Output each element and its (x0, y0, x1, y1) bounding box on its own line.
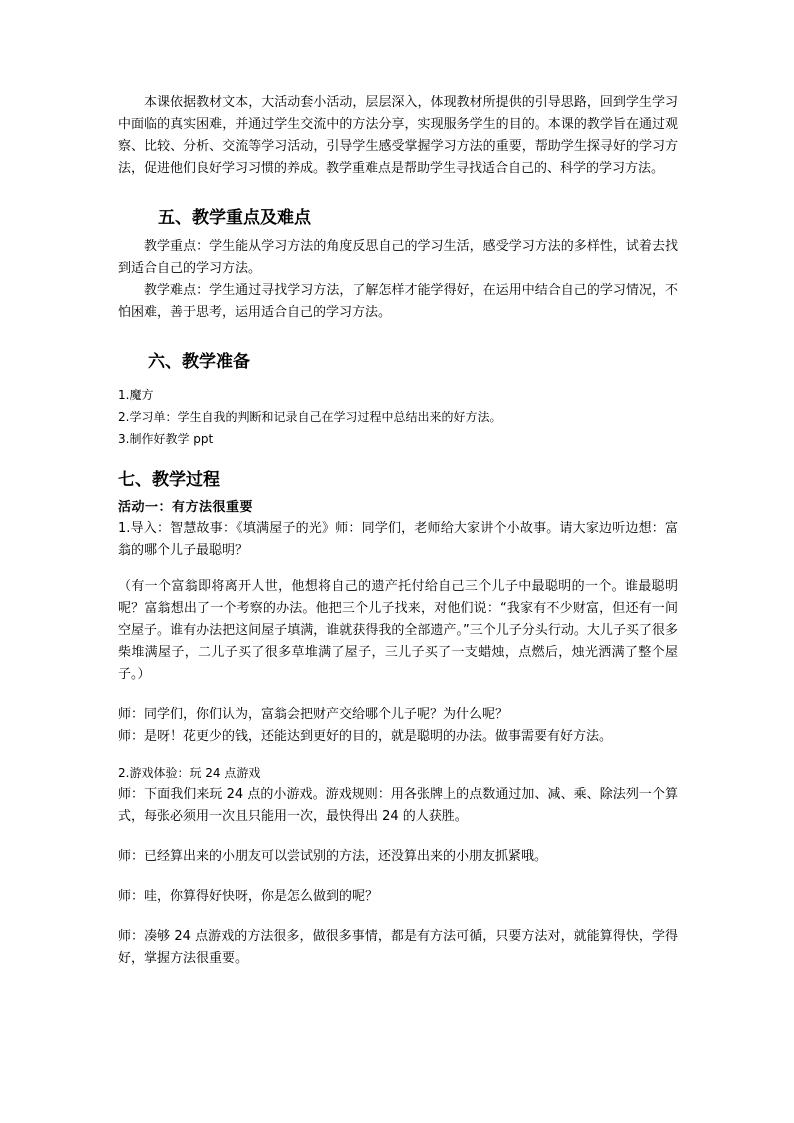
story-paragraph: （有一个富翁即将离开人世，他想将自己的遗产托付给自己三个儿子中最聪明的一个。谁最聪明呢？富翁想出了一个考察的办法。他把三个儿子找来，对他们说：“我家有不少财富，但还有一间空屋子。谁有办法把这间屋子填满，谁就获得我的全部遗产。”三个儿子分头行动。大儿子买了很多柴堆满屋子，二儿子买了很多草堆满了屋子，三儿子买了一支蜡烛，点燃后，烛光洒满了整个屋子。） (118, 579, 678, 682)
lead-in-paragraph: 1.导入：智慧故事：《填满屋子的光》师：同学们，老师给大家讲个小故事。请大家边听边想：富翁的哪个儿子最聪明？ (118, 521, 678, 558)
teacher-line-1: 师：已经算出来的小朋友可以尝试别的方法，还没算出来的小朋友抓紧哦。 (118, 849, 548, 864)
intro-paragraph: 本课依据教材文本，大活动套小活动，层层深入，体现教材所提供的引导思路，回到学生学习中面临的真实困难，并通过学生交流中的方法分享，实现服务学生的目的。本课的教学旨在通过观察、比较、分析、交流等学习活动，引导学生感受掌握学习方法的重要，帮助学生探寻好的学习方法，促进他们良好学习习惯的养成。教学重难点是帮助学生寻找适合自己的、科学的学习方法。 (118, 95, 678, 176)
section-5-heading: 五、教学重点及难点 (158, 208, 311, 228)
document-page (118, 92, 678, 970)
teacher-question: 师：同学们，你们认为，富翁会把财产交给哪个儿子呢？为什么呢？ (118, 707, 509, 722)
teacher-line-3: 师：凑够 24 点游戏的方法很多，做很多事情，都是有方法可循，只要方法对，就能算得快，学得好，掌握方法很重要。 (118, 929, 678, 966)
section-6-heading: 六、教学准备 (148, 352, 250, 372)
game-rules-paragraph: 师：下面我们来玩 24 点的小游戏。游戏规则：用各张牌上的点数通过加、减、乘、除法列一个算式，每张必须用一次且只能用一次，最快得出 24 的人获胜。 (118, 787, 678, 824)
difficulty-paragraph: 教学难点：学生通过寻找学习方法，了解怎样才能学得好，在运用中结合自己的学习情况，不怕困难，善于思考，运用适合自己的学习方法。 (118, 283, 678, 320)
prep-item-1: 1.魔方 (118, 388, 154, 402)
teacher-line-2: 师：哇，你算得好快呀，你是怎么做到的呢？ (118, 889, 379, 904)
prep-item-3: 3.制作好教学 ppt (118, 432, 214, 446)
section-7-heading: 七、教学过程 (118, 470, 220, 490)
key-point-paragraph: 教学重点：学生能从学习方法的角度反思自己的学习生活，感受学习方法的多样性，试着去找到适合自己的学习方法。 (118, 239, 678, 276)
teacher-answer: 师：是呀！花更少的钱，还能达到更好的目的，就是聪明的办法。做事需要有好方法。 (118, 729, 613, 744)
game-heading: 2.游戏体验：玩 24 点游戏 (118, 766, 261, 780)
activity-1-heading: 活动一：有方法很重要 (118, 500, 254, 515)
prep-item-2: 2.学习单：学生自我的判断和记录自己在学习过程中总结出来的好方法。 (118, 410, 502, 424)
